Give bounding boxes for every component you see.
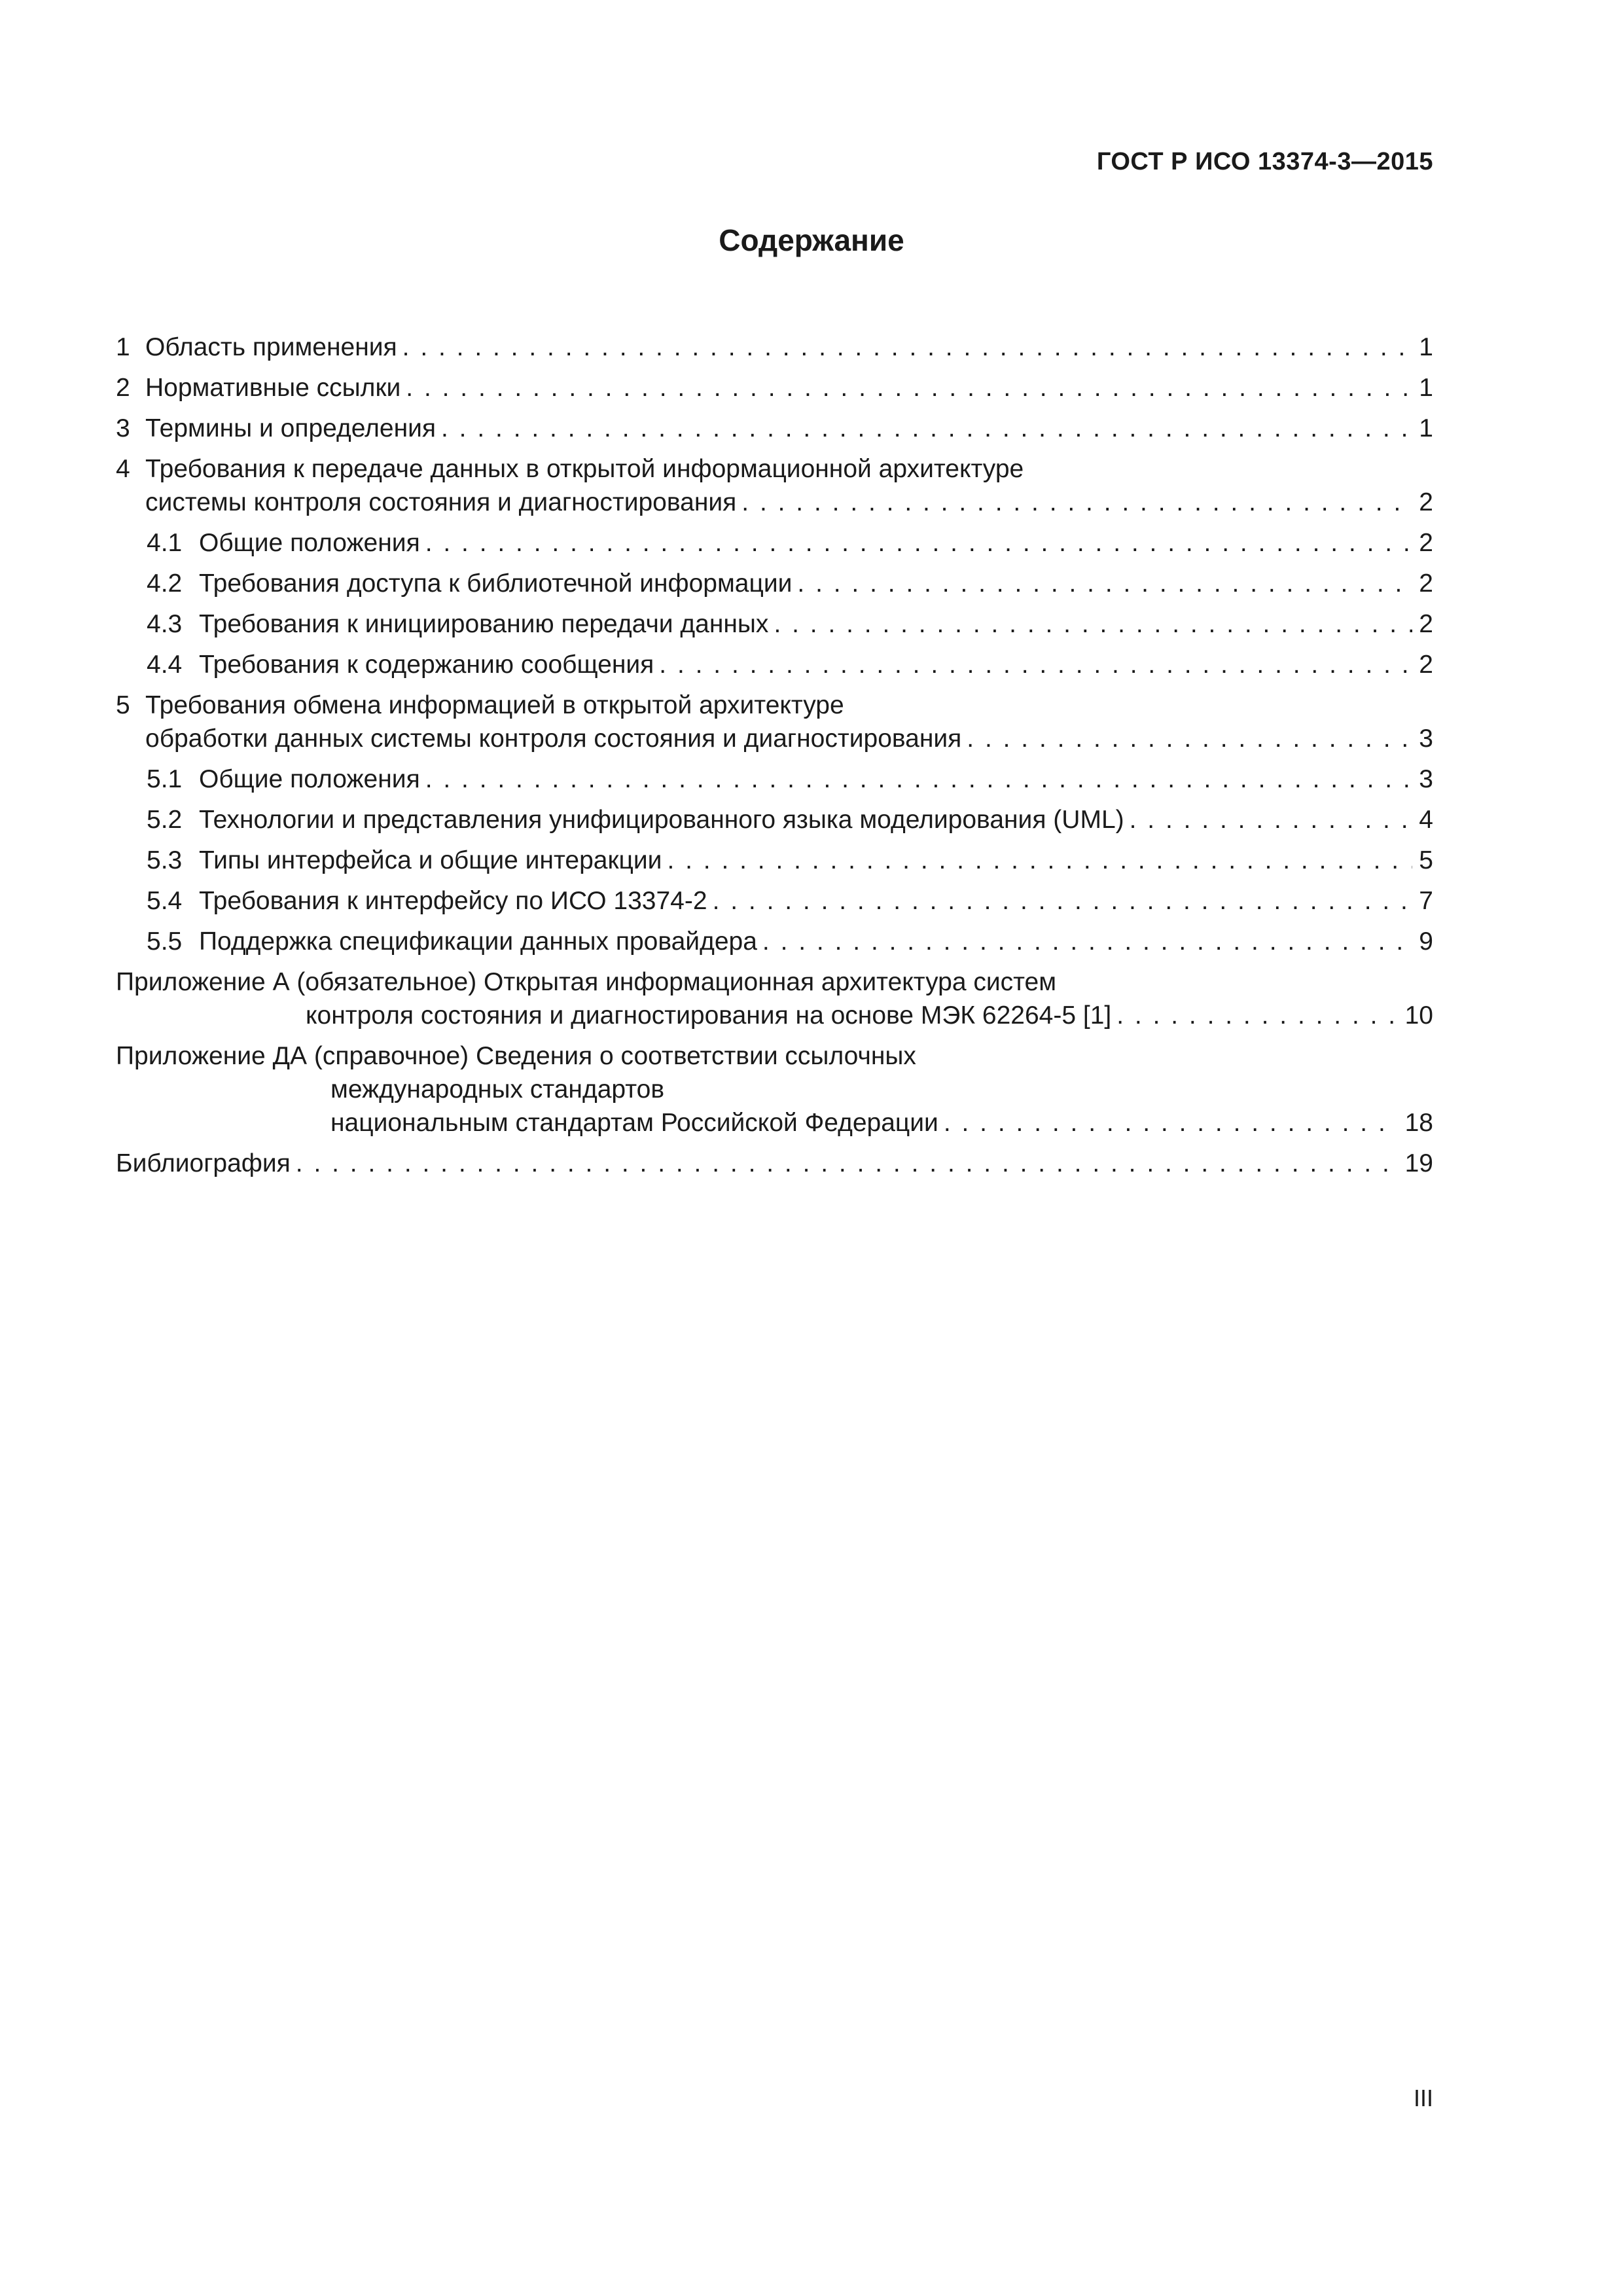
toc-title: Технологии и представления унифицированного языка моделирования (UML) (199, 806, 1124, 834)
dot-leader (667, 844, 1412, 877)
toc-number: 5.3 (147, 846, 183, 874)
toc-entry-4-2[interactable] (116, 567, 1433, 600)
toc-entry-5[interactable] (116, 689, 1433, 755)
toc-title-line2: системы контроля состояния и диагностирования (145, 488, 737, 516)
toc-entry-4-1[interactable] (116, 526, 1433, 560)
dot-leader (967, 722, 1412, 755)
table-of-contents (116, 331, 1433, 1187)
page-number-footer: III (1413, 2085, 1433, 2111)
toc-page-number: 3 (1419, 765, 1433, 793)
page-title: Содержание (719, 223, 904, 257)
toc-number: 4 (116, 455, 130, 483)
toc-number: 4.2 (147, 569, 183, 598)
toc-entry-annex-a[interactable] (116, 965, 1433, 1032)
toc-title: Нормативные ссылки (145, 374, 401, 402)
toc-number: 4.4 (147, 651, 183, 679)
toc-entry-1[interactable] (116, 331, 1433, 364)
toc-title-line2: международных стандартов (330, 1075, 665, 1103)
toc-page-number: 3 (1419, 725, 1433, 753)
toc-number: 4.3 (147, 610, 183, 638)
toc-title: Поддержка спецификации данных провайдера (199, 927, 757, 956)
toc-entry-5-1[interactable] (116, 762, 1433, 796)
toc-title-line2: контроля состояния и диагностирования на основе МЭК 62264-5 [1] (306, 1001, 1112, 1030)
dot-leader (441, 412, 1412, 445)
toc-title-line1: Приложение А (обязательное) Открытая информационная архитектура систем (116, 968, 1057, 996)
toc-number: 4.1 (147, 529, 183, 557)
toc-title-line1: Требования к передаче данных в открытой информационной архитектуре (145, 455, 1024, 483)
document-code-header: ГОСТ Р ИСО 13374-3—2015 (1096, 148, 1433, 175)
toc-title: Типы интерфейса и общие интеракции (199, 846, 662, 874)
dot-leader (1116, 999, 1398, 1032)
toc-page-number: 1 (1419, 374, 1433, 402)
toc-entry-4-3[interactable] (116, 607, 1433, 641)
toc-page-number: 10 (1404, 1001, 1433, 1030)
toc-entry-5-3[interactable] (116, 844, 1433, 877)
toc-page-number: 19 (1404, 1149, 1433, 1177)
toc-page-number: 2 (1419, 569, 1433, 598)
dot-leader (659, 648, 1412, 681)
toc-title: Термины и определения (145, 414, 437, 442)
dot-leader (944, 1106, 1399, 1139)
toc-title: Требования к инициированию передачи данных (199, 610, 769, 638)
toc-entry-4[interactable] (116, 452, 1433, 519)
toc-entry-5-4[interactable] (116, 884, 1433, 918)
toc-title-line1: Приложение ДА (справочное) Сведения о соответствии ссылочных (116, 1042, 916, 1070)
toc-page-number: 1 (1419, 333, 1433, 361)
toc-page-number: 2 (1419, 651, 1433, 679)
toc-number: 2 (116, 374, 130, 402)
toc-page-number: 2 (1419, 610, 1433, 638)
dot-leader (1130, 803, 1413, 836)
dot-leader (402, 331, 1413, 364)
toc-title-line2: обработки данных системы контроля состояния и диагностирования (145, 725, 962, 753)
toc-title: Область применения (145, 333, 397, 361)
toc-page-number: 4 (1419, 806, 1433, 834)
dot-leader (296, 1147, 1399, 1180)
toc-number: 5.4 (147, 887, 183, 915)
toc-number: 5 (116, 691, 130, 719)
toc-entry-bibliography[interactable] (116, 1147, 1433, 1180)
toc-page-number: 2 (1419, 488, 1433, 516)
dot-leader (713, 884, 1413, 918)
dot-leader (797, 567, 1412, 600)
toc-entry-3[interactable] (116, 412, 1433, 445)
toc-number: 5.2 (147, 806, 183, 834)
dot-leader (406, 371, 1412, 404)
toc-title-line3: национальным стандартам Российской Федерации (330, 1109, 938, 1137)
toc-title: Общие положения (199, 529, 420, 557)
toc-entry-4-4[interactable] (116, 648, 1433, 681)
toc-number: 5.5 (147, 927, 183, 956)
dot-leader (425, 762, 1413, 796)
toc-page-number: 5 (1419, 846, 1433, 874)
dot-leader (774, 607, 1412, 641)
toc-title: Требования к интерфейсу по ИСО 13374-2 (199, 887, 707, 915)
toc-number: 3 (116, 414, 130, 442)
toc-page-number: 9 (1419, 927, 1433, 956)
toc-title: Общие положения (199, 765, 420, 793)
toc-page-number: 7 (1419, 887, 1433, 915)
toc-page-number: 2 (1419, 529, 1433, 557)
dot-leader (425, 526, 1413, 560)
toc-entry-5-2[interactable] (116, 803, 1433, 836)
toc-title-line1: Требования обмена информацией в открытой архитектуре (145, 691, 844, 719)
dot-leader (762, 925, 1412, 958)
toc-page-number: 18 (1404, 1109, 1433, 1137)
toc-entry-5-5[interactable] (116, 925, 1433, 958)
toc-title: Библиография (116, 1149, 291, 1177)
toc-title: Требования доступа к библиотечной информации (199, 569, 793, 598)
toc-number: 5.1 (147, 765, 183, 793)
toc-entry-2[interactable] (116, 371, 1433, 404)
dot-leader (741, 486, 1412, 519)
toc-number: 1 (116, 333, 130, 361)
toc-entry-annex-da[interactable] (116, 1039, 1433, 1139)
toc-title: Требования к содержанию сообщения (199, 651, 654, 679)
toc-page-number: 1 (1419, 414, 1433, 442)
